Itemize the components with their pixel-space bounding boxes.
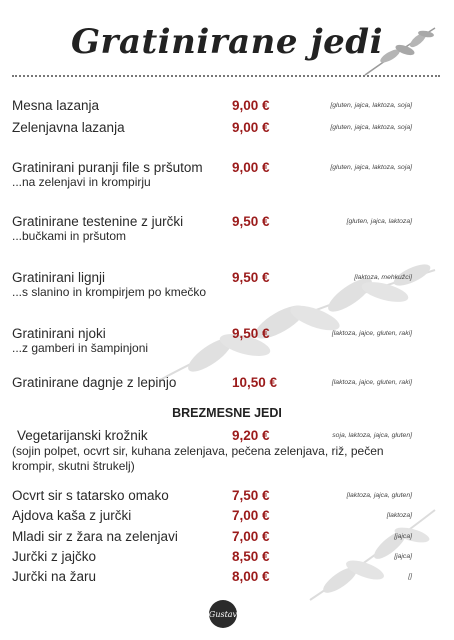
logo-text: Gustav [208,609,238,619]
item-name: Vegetarijanski krožnik [17,428,148,443]
item-price: 9,50 € [232,270,270,285]
item-name: Gratinirane testenine z jurčki [12,214,184,229]
item-name: Gratinirani lignji [12,270,106,285]
item-price: 8,00 € [232,569,270,584]
olive-branch-bottom-icon [300,500,440,610]
item-allergens: [gluten, jajca, laktoza] [346,218,412,225]
item-price: 7,00 € [232,508,270,523]
item-description: ...s slanino in krompirjem po kmečko [12,285,207,299]
item-price: 10,50 € [232,375,278,390]
item-price: 9,50 € [232,326,270,341]
section-title: BREZMESNE JEDI [172,406,282,420]
item-price: 9,00 € [232,120,270,135]
title-divider [12,75,440,77]
olive-branch-watermark-icon [150,250,440,390]
item-description: (sojin polpet, ocvrt sir, kuhana zelenjava, pečena zelenjava, riž, pečen krompir, skutni štrukelj) [12,444,384,473]
item-name: Jurčki na žaru [12,569,97,584]
item-price: 9,20 € [232,428,270,443]
item-name: Mladi sir z žara na zelenjavi [12,529,178,544]
item-price: 9,00 € [232,160,270,175]
item-name: Gratinirani puranji file s pršutom [12,160,203,175]
item-name: Zelenjavna lazanja [12,120,125,135]
item-name: Ajdova kaša z jurčki [12,508,132,523]
item-name: Ocvrt sir s tatarsko omako [12,488,169,503]
page-title: Gratinirane jedi [71,22,383,62]
item-price: 7,00 € [232,529,270,544]
item-price: 7,50 € [232,488,270,503]
item-price: 9,00 € [232,98,270,113]
item-allergens: [gluten, jajca, laktoza, soja] [330,164,412,171]
item-name: Mesna lazanja [12,98,100,113]
item-allergens: [jajca] [394,533,412,540]
item-allergens: [jajca] [394,553,412,560]
item-description: ...bučkami in pršutom [12,229,127,243]
item-allergens: [laktoza, mehkužci] [354,274,412,281]
item-name: Gratinirani njoki [12,326,106,341]
item-price: 8,50 € [232,549,270,564]
restaurant-logo [209,600,237,628]
item-name: Gratinirane dagnje z lepinjo [12,375,177,390]
item-allergens: [gluten, jajca, laktoza, soja] [330,124,412,131]
item-allergens: [laktoza, jajca, gluten] [346,492,412,499]
item-allergens: [laktoza, jajce, gluten, raki] [331,330,412,337]
item-allergens: [laktoza, jajce, gluten, raki] [331,379,412,386]
item-description: ...z gamberi in šampinjoni [12,341,149,355]
item-name: Jurčki z jajčko [12,549,97,564]
item-allergens: [laktoza] [386,512,412,519]
item-price: 9,50 € [232,214,270,229]
item-allergens: [gluten, jajca, laktoza, soja] [330,102,412,109]
item-allergens: soja, laktoza, jajca, gluten] [332,432,412,439]
olive-branch-icon [360,20,440,80]
item-description: ...na zelenjavi in krompirju [12,175,151,189]
item-allergens: [] [408,573,412,580]
